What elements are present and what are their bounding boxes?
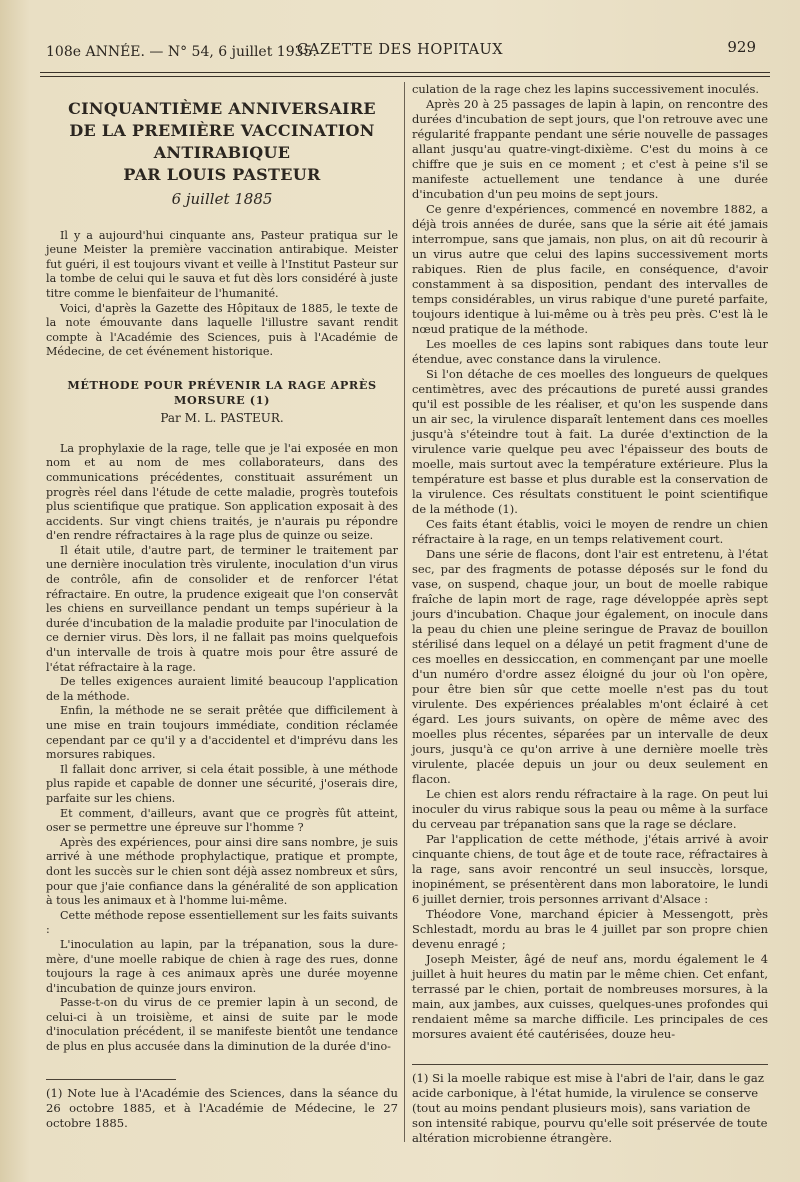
body-paragraph: Joseph Meister, âgé de neuf ans, mordu également le 4 juillet à huit heures du matin par le même chien. Cet enfant, terrassé par le chien, portait de nombreuses morsures, à la main, aux jambes, aux cuisses, quelques-unes profondes qui rendaient même sa marche difficile. Les principales de ces morsures avaient été cautérisées, douze heu- [412,952,768,1041]
intro-paragraph: Voici, d'après la Gazette des Hôpitaux de 1885, le texte de la note émouvante dans laquelle l'illustre savant rendit compte à l'Académie des Sciences, puis à l'Académie de Médecine, de cet événement historique. [46,301,398,359]
body-paragraph: Si l'on détache de ces moelles des longueurs de quelques centimètres, avec des précautions de pureté aussi grandes qu'il est possible de les réaliser, et qu'on les suspende dans un air sec, la virulence disparaît lentement dans ces moelles jusqu'à s'éteindre tout à fait. La durée d'extinction de la virulence varie quelque peu avec l'épaisseur des bouts de moelle, mais surtout avec la température extérieure. Plus la température est basse et plus durable est la conservation de la virulence. Ces résultats constituent le point scientifique de la méthode (1). [412,367,768,516]
body-paragraph: Les moelles de ces lapins sont rabiques dans toute leur étendue, avec constance dans la virulence. [412,337,768,366]
body-paragraph: Enfin, la méthode ne se serait prêtée que difficilement à une mise en train toujours immédiate, condition réclamée cependant par ce qu'il y a d'accidentel et d'imprévu dans les morsures rabiques. [46,704,398,762]
body-paragraph: Ces faits étant établis, voici le moyen de rendre un chien réfractaire à la rage, en un temps relativement court. [412,517,768,546]
right-column [412,82,768,1042]
body-paragraph: Par l'application de cette méthode, j'étais arrivé à avoir cinquante chiens, de tout âge et de toute race, réfractaires à la rage, sans avoir rencontré un seul insuccès, lorsque, inopinément, se présentèrent dans mon laboratoire, le lundi 6 juillet dernier, trois personnes arrivant d'Alsace : [412,832,768,906]
body-paragraph: Ce genre d'expériences, commencé en novembre 1882, a déjà trois années de durée, sans que la série ait été jamais interrompue, sans que jamais, non plus, on ait dû recourir à un virus autre que celui des lapins successivement morts rabiques. Rien de plus facile, en conséquence, d'avoir constamment à sa disposition, pendant des intervalles de temps considérables, un virus rabique d'une pureté parfaite, toujours identique à lui-même ou à très peu près. C'est là le nœud pratique de la méthode. [412,202,768,336]
page-number: 929 [727,38,756,56]
body-paragraph: Après des expériences, pour ainsi dire sans nombre, je suis arrivé à une méthode prophylactique, pratique et prompte, dont les succès sur le chien sont déjà assez nombreux et sûrs, pour que j'aie confiance dans la généralité de son application à tous les animaux et à l'homme lui-même. [46,835,398,908]
left-column [46,82,398,1131]
title-line-3: PAR LOUIS PASTEUR [123,165,321,184]
section-heading: MÉTHODE POUR PRÉVENIR LA RAGE APRÈS MORSURE (1) [67,377,377,407]
body-paragraph: Dans une série de flacons, dont l'air est entretenu, à l'état sec, par des fragments de potasse déposés sur le fond du vase, on suspend, chaque jour, un bout de moelle rabique fraîche de lapin mort de rage, rage développée après sept jours d'incubation. Chaque jour également, on inocule dans la peau du chien une pleine seringue de Pravaz de bouillon stérilisé dans lequel on a délayé un petit fragment d'une de ces moelles en dessiccation, en commençant par une moelle d'un numéro d'ordre assez éloigné du jour où l'on opère, pour être bien sûr que cette moelle n'est pas du tout virulente. Des expériences préalables m'ont éclairé à cet égard. Les jours suivants, on opère de même avec des moelles plus récentes, séparées par un intervalle de deux jours, jusqu'à ce qu'on arrive à une dernière moelle très virulente, placée depuis un jour ou deux seulement en flacon. [412,547,768,786]
intro-paragraph: Il y a aujourd'hui cinquante ans, Pasteur pratiqua sur le jeune Meister la première vaccination antirabique. Meister fut guéri, il est toujours vivant et veille à l'Institut Pasteur sur la tombe de celui qui le sauva et fut dès lors considéré à juste titre comme le bienfaiteur de l'humanité. [46,228,398,300]
body-paragraph: Le chien est alors rendu réfractaire à la rage. On peut lui inoculer du virus rabique sous la peau ou même à la surface du cerveau par trépanation sans que la rage se déclare. [412,787,768,831]
issue-line: 108e ANNÉE. — N° 54, 6 juillet 1935. [46,44,317,60]
title-line-1: CINQUANTIÈME ANNIVERSAIRE [68,99,376,118]
body-paragraph: L'inoculation au lapin, par la trépanation, sous la dure-mère, d'une moelle rabique de chien à rage des rues, donne toujours la rage à ces animaux après une durée moyenne d'incubation de quinze jours environ. [46,937,398,995]
footnote: (1) Note lue à l'Académie des Sciences, dans la séance du 26 octobre 1885, et à l'Académie de Médecine, le 27 octobre 1885. [46,1085,398,1130]
column-divider [404,82,405,1142]
body-paragraph: La prophylaxie de la rage, telle que je l'ai exposée en mon nom et au nom de mes collaborateurs, dans des communications précédentes, constituait assurément un progrès réel dans l'étude de cette maladie, progrès toutefois plus scientifique que pratique. Son application exposait à des accidents. Sur vingt chiens traités, je n'aurais pu répondre d'en rendre réfractaires à la rage plus de quinze ou seize. [46,441,398,543]
body-paragraph: Théodore Vone, marchand épicier à Messengott, près Schlestadt, mordu au bras le 4 juillet par son propre chien devenu enragé ; [412,907,768,951]
body-paragraph: Passe-t-on du virus de ce premier lapin à un second, de celui-ci à un troisième, et ainsi de suite par le mode d'inoculation précédent, il se manifeste bientôt une tendance de plus en plus accusée dans la diminution de la durée d'ino- [46,996,398,1054]
left-body-text [46,442,398,1055]
footnote: (1) Si la moelle rabique est mise à l'abri de l'air, dans le gaz acide carbonique, à l'état humide, la virulence se conserve (tout au moins pendant plusieurs mois), sans variation de son intensité rabique, pourvu qu'elle soit préservée de toute altération microbienne étrangère. [412,1064,768,1146]
right-body-text [412,97,768,1042]
body-paragraph: De telles exigences auraient limité beaucoup l'application de la méthode. [46,675,398,703]
body-paragraph: Et comment, d'ailleurs, avant que ce progrès fût atteint, oser se permettre une épreuve sur l'homme ? [46,806,398,835]
body-paragraph: Il était utile, d'autre part, de terminer le traitement par une dernière inoculation très virulente, inoculation d'un virus de contrôle, afin de consolider et de renforcer l'état réfractaire. En outre, la prudence exigeait que l'on conservât les chiens en surveillance pendant un temps supérieur à la durée d'incubation de la maladie produite par l'inoculation de ce dernier virus. Dès lors, il ne fallait pas moins quelquefois d'un intervalle de trois à quatre mois pour être assuré de l'état réfractaire à la rage. [46,543,398,674]
article-date: 6 juillet 1885 [171,190,273,208]
continued-paragraph: culation de la rage chez les lapins successivement inoculés. [412,82,759,96]
header-rule-thin [40,76,770,77]
title-line-2: DE LA PREMIÈRE VACCINATION ANTIRABIQUE [69,121,375,162]
byline: Par M. L. PASTEUR. [160,411,284,426]
journal-title: GAZETTE DES HOPITAUX [296,42,504,58]
header-rule [40,72,770,73]
body-paragraph: Après 20 à 25 passages de lapin à lapin, on rencontre des durées d'incubation de sept jours, que l'on retrouve avec une régularité frappante pendant une série nouvelle de passages allant jusqu'au quatre-vingt-dixième. C'est du moins à ce chiffre que je suis en ce moment ; et c'est à peine s'il se manifeste actuellement une tendance à une durée d'incubation d'un peu moins de sept jours. [412,97,768,201]
running-header [38,38,762,68]
body-paragraph: Cette méthode repose essentiellement sur les faits suivants : [46,908,398,937]
article-title [46,98,398,186]
body-paragraph: Il fallait donc arriver, si cela était possible, à une méthode plus rapide et capable de donner une sécurité, j'oserais dire, parfaite sur les chiens. [46,762,398,805]
footnote-rule [46,1079,176,1080]
